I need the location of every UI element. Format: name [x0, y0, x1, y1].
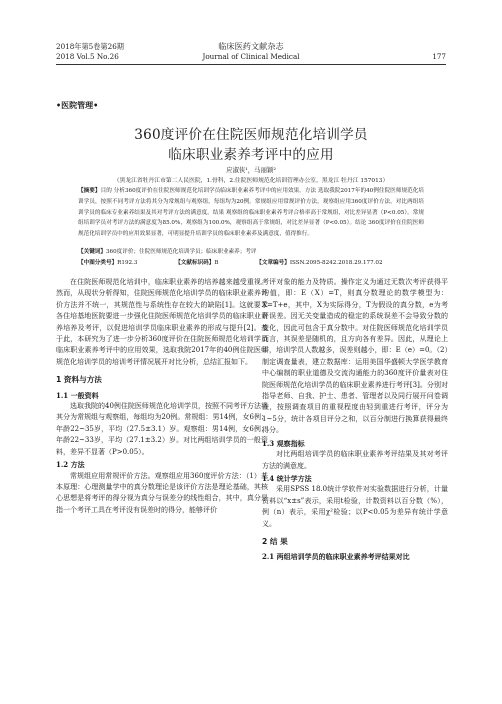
methods-continued: 考评对象的能力及特质。操作定义为通过无数次考评获得平均值，即：E（X）=T，则真分数理论的数学模型为：X=T+e，其中，X为实际得分，T为假设的真分数，e为考评误差。因无关变量造成的稳定的系统误差不会导致分数的变化，因此可包含于真分数中。对住院医师规范化培训学员而言，其误差是随机的，且方向各有差异。因此，从理论上讲，培训学员人数越多，误差则越小，即：E（e）=0。（2）制定调查量表，建立数据库：运用美国华盛顿大学医学教育中心编制的职业道德及交流沟通能力的360度评价量表对住院医师规范化培训学员的临床职业素养进行考评[3]。分别对指导老师、自我、护士、患者、管理者以及同行展开问卷调查，按照调查项目的重视程度由轻到重进行考评，评分为1~5分，统计各项目评分之和，以百分制进行换算获得最终得分。 — [262, 278, 448, 435]
section-2-1-heading: 2.1 两组培训学员的临床职业素养考评结果对比 — [262, 552, 410, 562]
section-1-3-heading: 1.3 观察指标 — [262, 438, 305, 448]
abstract — [78, 186, 424, 240]
clc-field — [78, 260, 137, 266]
abstract-label: 【摘要】 — [78, 188, 101, 194]
body-column-left — [56, 277, 268, 516]
section-1-1-heading: 1.1 一般资料 — [56, 390, 99, 400]
article-no-value: ISSN.2095-8242.2018.29.177.02 — [289, 260, 383, 266]
doc-code-value: B — [214, 260, 219, 266]
doc-code-label: 【文献标识码】 — [175, 260, 215, 266]
section-1-4-text: 采用SPSS 18.0统计学软件对实验数据进行分析，计量资料以“x±s”表示，采用t检验，计数资料以百分数（%），例（n）表示，采用χ²检验；以P<0.05为差异有统计学意义。 — [262, 485, 448, 528]
section-2-heading: 2 结 果 — [262, 536, 288, 546]
section-1-3-text: 对比两组培训学员的临床职业素养考评结果及其对考评方法的满意度。 — [262, 450, 448, 470]
journal-name-cn: 临床医药文献杂志 — [218, 41, 284, 51]
issue-cn: 2018年第5卷第26期 — [56, 42, 124, 51]
column-tag: •医院管理• — [56, 100, 99, 110]
classification-line — [78, 258, 424, 266]
article-no-field — [256, 260, 382, 266]
issue-en: 2018 Vol.5 No.26 — [56, 52, 119, 61]
header-rule — [56, 64, 446, 65]
section-1-4-heading: 1.4 统计学方法 — [262, 473, 312, 483]
clc-value: R192.3 — [117, 260, 138, 266]
title-line-2: 临床职业素养考评中的应用 — [168, 147, 334, 163]
page-number: 177 — [432, 52, 446, 61]
intro-paragraph: 在住院医师规范化培训中，临床职业素养的培养越来越受重视。然而，从现状分析得知，住院医师规范化培训学员的临床职业素养评价方法并不统一，其规范性与系统性存在较大的缺陷[1]。这就要求各住培基地医院要进一步强化住院医师规范化培训学员的临床职业素养培养及考评，以促进培训学员临床职业素养的形成与提升[2]。基于此，本研究为了进一步分析360度评价在住院医师规范化培训学员临床职业素养考评中的应用效果，选取我院2017年的40例住院医师规范化培训学员的培训考评情况展开对比分析，总结汇报如下。 — [56, 278, 268, 366]
affiliation: （黑龙江省牡丹江市第二人民医院，1.骨科，2.住院医师规范化培训管理办公室，黑龙江 牡丹江 157013） — [113, 178, 389, 184]
section-1-2-heading: 1.2 方法 — [56, 460, 85, 470]
section-1-1-text: 选取我院的40例住院医师规范化培训学员，按照不同考评方法将其分为常规组与观察组，每组均为20例。常规组：男14例，女6例；年龄22~35岁，平均（27.5±3.1）岁。观察组：男14例，女6例；年龄22~33岁，平均（27.1±3.2）岁。对比两组培训学员的一般资料，差异不显著（P>0.05）。 — [56, 402, 268, 456]
running-header — [56, 40, 446, 64]
article-no-label: 【文章编号】 — [256, 260, 290, 266]
keywords — [78, 247, 424, 255]
doc-code-field — [175, 260, 218, 266]
title-line-1: 360度评价在住院医师规范化培训学员 — [134, 127, 368, 143]
abstract-text: 目的 分析360度评价在住院医师规范化培训学员临床职业素养考评中的应用效果。方法 选取我院2017年的40例住院医师规范化培训学员，按照不同考评方法将其分为常规组与观察组，每组均为20例。常规组应用常规评价方法，观察组应用360度评价方法，对比两组培训学员的临床专业素养结果及其对考评方法的满意度。结果 观察组的临床职业素养考评合格率高于常规组，对比差异显著（P<0.05）。常规组培训学员对考评方法的满意度为85.0%，观察组为100.0%，观察组高于常规组，对比差异显著（P<0.05）。结论 360度评价在住院医师规范化培训学员中的应用效果显著，可明显提升培训学员的临床职业素养及满意度，值得推行。 — [78, 188, 424, 238]
section-1-heading: 1 资料与方法 — [56, 375, 102, 385]
body-column-right — [262, 277, 448, 563]
authors: 应淑侠¹，马丽颖² — [226, 166, 276, 174]
journal-name-en: Journal of Clinical Medical — [202, 52, 300, 61]
keywords-text: 360度评价；住院医师规范化培训学员；临床职业素养；考评 — [105, 249, 257, 255]
keywords-label: 【关键词】 — [78, 249, 106, 255]
clc-label: 【中图分类号】 — [78, 260, 118, 266]
section-1-2-text: 常规组应用常规评价方法。观察组应用360度评价方法：（1）基本原理：心理测量学中的真分数理论是该评价方法是理论基础，其核心思想是将考评的得分视为真分与误差分的线性组合，其中，真分是指一个考评工具在考评没有误差时的得分，能够评价 — [56, 471, 268, 514]
